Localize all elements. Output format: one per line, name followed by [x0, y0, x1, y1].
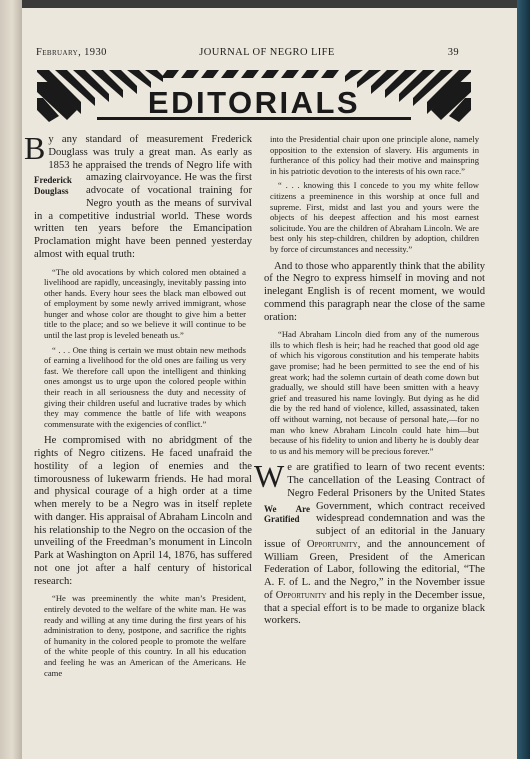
compromised-paragraph: He compromised with no abridgment of the rights of Negro citizens. He faced unafraid the hostility of a legion of enemies and the timorousness of lukewarm friends. He had moral and physical courage of a high order at a time when merely to be a Negro was in itself replete with danger. His appraisal of Abraham Lincoln and his relationship to the Negro on the occasion of the unveiling of the Freedman’s monument in Lincoln Park at Washington on April 14, 1876, has suffered not one jot after a half century of historical research:: [34, 435, 252, 587]
gratified-text-a: e are gratified to learn of two recent events: The cancellation of the Leasing Contract of Negro Federal Prisoners by the United States Government,: [287, 462, 485, 512]
editorials-title: EDITORIALS: [147, 85, 361, 120]
quote-preeminence-text: “ . . . knowing this I concede to you my white fellow citizens a preeminence in this worship at once full and supreme. First, midst and last you and yours were the objects of his deepest affection and his most earnest solicitude. You are the children of Abraham Lincoln. We are best only his step-children, children by adoption, children by force of circumstances and necessity.”: [270, 180, 479, 254]
quote-lincoln-president: [44, 593, 246, 678]
right-column: [254, 134, 485, 734]
editorials-banner-graphic: [37, 66, 471, 124]
editorials-banner: [37, 66, 471, 124]
page-number: 39: [447, 47, 459, 58]
dropcap-b: B: [24, 130, 46, 166]
quote-had-lincoln-died: [270, 329, 479, 456]
dropcap-w: W: [254, 458, 285, 495]
ability-paragraph: And to those who apparently think that the ability of the Negro to express himself in moving and not inelegant English is of recent moment, we would commend this paragraph near the close of the same oration:: [264, 260, 485, 323]
quote-had-lincoln-died-text: “Had Abraham Lincoln died from any of the numerous ills to which flesh is heir; had he reached that good old age of which his vigorous constitution and his temperate habits gave promise; had he been permitted to see the end of his great work; had the solemn curtain of death come down but gradually, we should still have been smitten with a heavy grief and treasured his name lovingly. But dying as he did die by the red hand of violence, killed, assassinated, taken off without warning, not because of personal hate,—for no man who knew Abraham Lincoln could hate him—but because of his fidelity to union and liberty he is doubly dear to us and his memory will be precious forever.”: [270, 329, 479, 456]
adjacent-page-edge: [0, 0, 22, 759]
gratified-text-b: which contract received widespread condemnation and was the subject of an editorial in the January issue of: [264, 500, 485, 550]
gratified-text-c: , and the announcement of William Green, President of the American Federation of Labor, following the editorial, “The A. F. of L. and the Negro,” in the November issue of: [264, 538, 485, 601]
left-column: [24, 130, 252, 739]
quote-lincoln-continued: [270, 134, 479, 255]
quote-new-methods-text: “ . . . One thing is certain we must obtain new methods of earning a livelihood for the old ones are failing us very fast. We therefore call upon the intelligent and thinking ones amongst us to urge upon the colored people within their reach in all seriousness the duty and necessity of giving their children useful and lucrative trades by which they may commence the battle of life with weapons commensurate with the exigencies of conflict.”: [44, 344, 246, 429]
sidehead-we-are-gratified: We Are Gratified: [264, 503, 310, 525]
opportunity-name-2: Opportunity: [275, 589, 327, 601]
douglass-intro-text-a: y any standard of measurement Frederick Douglass was truly a great man. As early as 1853 he appraised the trends of Negro life with amazing clairvoyance.: [48, 134, 252, 184]
book-cover-edge: [517, 0, 530, 759]
quote-lincoln-continued-text: into the Presidential chair upon one principle alone, namely opposition to the extension of slavery. His arguments in furtherance of this policy had their motive and mainspring in his patriotic devotion to the interests of his own race.”: [270, 134, 479, 176]
sidehead-frederick-douglass: Frederick Douglass: [34, 175, 72, 196]
douglass-intro-text-b: He was the first advocate of vocational training for Negro youth as the means of survival in a competitive industrial world. These words written ten years before the Emancipation Proclamation might have been penned yesterday almost with equal truth:: [34, 172, 252, 260]
journal-page: [22, 8, 517, 759]
quote-lincoln-president-text: “He was preeminently the white man’s President, entirely devoted to the welfare of the white man. He was ready and willing at any time during the first years of his administration to deny, postpone, and sacrifice the rights of humanity in the colored people to promote the welfare of the white people of this country. In all his education and feeling he was an American of the Americans. He came: [44, 593, 246, 678]
gratified-text-d: and his reply in the December issue, that a special effort is to be made to organize black workers.: [264, 589, 485, 627]
gratified-paragraph: [254, 458, 485, 628]
quote-old-avocations-text: “The old avocations by which colored men obtained a livelihood are rapidly, unceasingly, inevitably passing into other hands. Every hour sees the black man elbowed out of employment by some newly arrived immigrant, whose hunger and whose color are thought to give him a better title to the place; and so we believe it will continue to be until the last prop is leveled beneath us.”: [44, 266, 246, 341]
journal-title: JOURNAL OF NEGRO LIFE: [199, 47, 335, 58]
running-head: [22, 47, 517, 61]
opportunity-name: Opportunity: [306, 538, 358, 550]
quote-old-avocations: [44, 267, 246, 430]
issue-date: February, 1930: [36, 47, 107, 58]
douglass-intro: [24, 130, 252, 262]
